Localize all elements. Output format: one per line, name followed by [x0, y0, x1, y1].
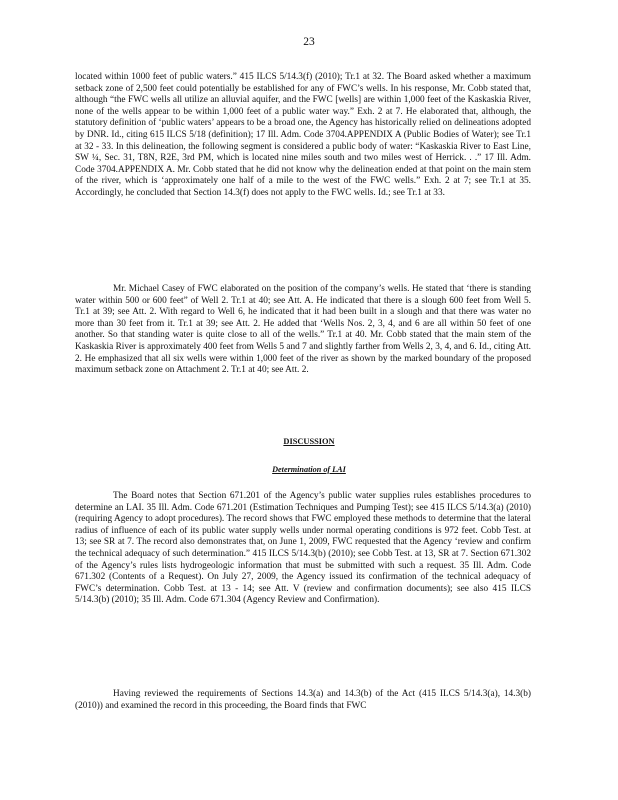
section-heading-discussion: DISCUSSION	[283, 437, 335, 446]
subheading-determination-of-lai: Determination of LAI	[272, 465, 346, 474]
paragraph-lai-procedures: The Board notes that Section 671.201 of the Agency’s public water supplies rules establishes procedures to determine an LAI. 35 Ill. Adm. Code 671.201 (Estimation Techniques and Pumping Test); see 415 ILCS 5/14.3(a) (2010) (requiring Agency to adopt procedures). The record shows that FWC employed these methods to determine that the lateral radius of influence of each of its public water supply wells under normal operating conditions is 972 feet. Cobb Test. at 13; see SR at 7. The record also demonstrates that, on June 1, 2009, FWC requested that the Agency ‘review and confirm the technical adequacy of such determination.” 415 ILCS 5/14.3(b) (2010); see Cobb Test. at 13, SR at 7. Section 671.302 of the Agency’s rules lists hydrogeologic information that must be submitted with such a request. 35 Ill. Adm. Code 671.302 (Contents of a Request). On July 27, 2009, the Agency issued its confirmation of the technical adequacy of FWC’s determination. Cobb Test. at 13 - 14; see Att. V (review and confirmation documents); see also 415 ILCS 5/14.3(b) (2010); 35 Ill. Adm. Code 671.304 (Agency Review and Confirmation).	[75, 491, 531, 606]
page-number: 23	[303, 36, 315, 48]
paragraph-board-finding: Having reviewed the requirements of Sections 14.3(a) and 14.3(b) of the Act (415 ILCS 5/14.3(a), 14.3(b) (2010)) and examined the record in this proceeding, the Board finds that FWC	[75, 689, 531, 711]
paragraph-setback-inquiry: located within 1000 feet of public waters.” 415 ILCS 5/14.3(f) (2010); Tr.1 at 32. The Board asked whether a maximum setback zone of 2,500 feet could potentially be established for any of FWC’s wells. In his response, Mr. Cobb stated that, although “the FWC wells all utilize an alluvial aquifer, and the FWC [wells] are within 1,000 feet of the Kaskaskia River, none of the wells appear to be within 1,000 feet of a public water way.” Exh. 2 at 7. He elaborated that, although, the statutory definition of ‘public waters’ appears to be a broad one, the Agency has historically relied on delineations adopted by DNR. Id., citing 615 ILCS 5/18 (definition); 17 Ill. Adm. Code 3704.APPENDIX A (Public Bodies of Water); see Tr.1 at 32 - 33. In this delineation, the following segment is considered a public body of water: “Kaskaskia River to East Line, SW ¼, Sec. 31, T8N, R2E, 3rd PM, which is located nine miles south and two miles west of Herrick. . .” 17 Ill. Adm. Code 3704.APPENDIX A. Mr. Cobb stated that he did not know why the delineation ended at that point on the main stem of the river, which is ‘approximately one half of a mile to the west of the FWC wells.” Exh. 2 at 7; see Tr.1 at 35. Accordingly, he concluded that Section 14.3(f) does not apply to the FWC wells. Id.; see Tr.1 at 33.	[75, 72, 531, 198]
paragraph-well-positions: Mr. Michael Casey of FWC elaborated on the position of the company’s wells. He stated that ‘there is standing water within 500 or 600 feet” of Well 2. Tr.1 at 40; see Att. A. He indicated that there is a slough 600 feet from Well 5. Tr.1 at 39; see Att. 2. With regard to Well 6, he indicated that it had been built in a slough and that there was water no more than 30 feet from it. Tr.1 at 39; see Att. 2. He added that ‘Wells Nos. 2, 3, 4, and 6 are all within 50 feet of one another. So that standing water is quite close to all of the wells.” Tr.1 at 40. Mr. Cobb stated that the main stem of the Kaskaskia River is approximately 400 feet from Wells 5 and 7 and slightly farther from Wells 2, 3, 4, and 6. Id., citing Att. 2. He emphasized that all six wells were within 1,000 feet of the river as shown by the marked boundary of the proposed maximum setback zone on Attachment 2. Tr.1 at 40; see Att. 2.	[75, 284, 531, 376]
